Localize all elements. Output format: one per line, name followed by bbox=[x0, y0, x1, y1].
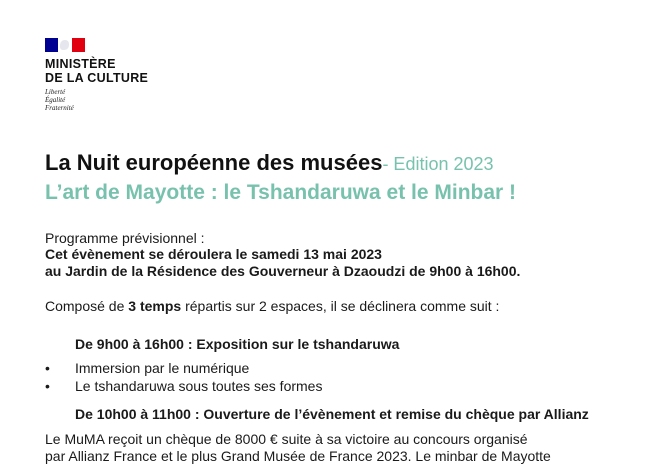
marianne-flag-icon bbox=[45, 38, 85, 52]
intro-after: répartis sur 2 espaces, il se déclinera comme suit : bbox=[181, 298, 500, 314]
section-heading-exposition: De 9h00 à 16h00 : Exposition sur le tshandaruwa bbox=[75, 336, 400, 352]
event-date-line: Cet évènement se déroulera le samedi 13 mai 2023 bbox=[45, 246, 382, 262]
motto-liberte: Liberté bbox=[45, 88, 66, 96]
section-heading-ouverture: De 10h00 à 11h00 : Ouverture de l’évènement et remise du chèque par Allianz bbox=[75, 406, 589, 422]
document-title bbox=[45, 150, 494, 176]
intro-before: Composé de bbox=[45, 298, 129, 314]
ministry-name-line1: MINISTÈRE bbox=[45, 57, 116, 71]
intro-bold: 3 temps bbox=[128, 298, 182, 314]
republic-motto bbox=[45, 88, 148, 112]
intro-paragraph bbox=[45, 298, 499, 315]
bullet-icon: • bbox=[45, 360, 50, 376]
document-subtitle: L’art de Mayotte : le Tshandaruwa et le Minbar ! bbox=[45, 181, 517, 204]
motto-egalite: Égalité bbox=[45, 96, 66, 104]
paragraph-line: par Allianz France et le plus Grand Musée de France 2023. Le minbar de Mayotte bbox=[45, 448, 551, 464]
motto-fraternite: Fraternité bbox=[45, 104, 74, 112]
ministry-name-line2: DE LA CULTURE bbox=[45, 71, 149, 85]
list-item-label: Immersion par le numérique bbox=[75, 360, 250, 376]
list-item bbox=[45, 360, 249, 377]
bullet-icon: • bbox=[45, 378, 50, 394]
paragraph-line: Le MuMA reçoit un chèque de 8000 € suite à sa victoire au concours organisé bbox=[45, 431, 528, 447]
list-item bbox=[45, 378, 322, 395]
list-item-label: Le tshandaruwa sous toutes ses formes bbox=[75, 378, 323, 394]
programme-heading: Programme prévisionnel : bbox=[45, 230, 205, 246]
event-title: La Nuit européenne des musées bbox=[45, 150, 383, 175]
edition-label: - Edition 2023 bbox=[382, 154, 494, 174]
ministry-logo bbox=[45, 38, 148, 112]
event-place-line: au Jardin de la Résidence des Gouverneur à Dzaoudzi de 9h00 à 16h00. bbox=[45, 263, 521, 279]
